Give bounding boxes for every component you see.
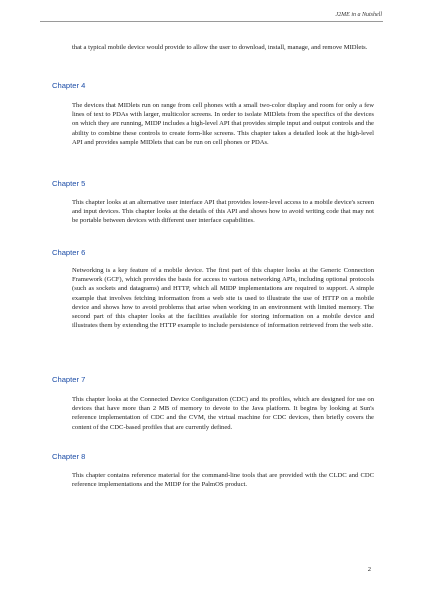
intro-paragraph: that a typical mobile device would provide to allow the user to download, install, manage, and remove MIDlets.	[72, 44, 368, 51]
chapter-7-heading: Chapter 7	[52, 375, 86, 384]
chapter-8-paragraph: This chapter contains reference material for the command-line tools that are provided with the CLDC and CDC reference implementations and the MIDP for the PalmOS product.	[72, 472, 374, 489]
chapter-6-heading: Chapter 6	[52, 248, 86, 257]
page-number: 2	[367, 566, 371, 573]
chapter-5-paragraph: This chapter looks at an alternative user interface API that provides lower-level access to a mobile device's screen and input devices. This chapter looks at the details of this API and shows how to avoid writing code that may not be portable between devices with different user interface capabilities.	[72, 199, 374, 225]
chapter-4-paragraph: The devices that MIDlets run on range from cell phones with a small two-color display and room for only a few lines of text to PDAs with larger, multicolor screens. In order to isolate MIDlets from the specifics of the devices on which they are running, MIDP includes a high-level API that provides simple input and output controls and the ability to combine these controls to create form-like screens. This chapter takes a detailed look at the high-level API and provides sample MIDlets that can be run on cell phones or PDAs.	[72, 102, 374, 146]
header-rule	[40, 21, 383, 22]
running-header: J2ME in a Nutshell	[335, 12, 382, 18]
chapter-8-heading: Chapter 8	[52, 452, 86, 461]
chapter-7-paragraph: This chapter looks at the Connected Device Configuration (CDC) and its profiles, which are designed for use on devices that have more than 2 MB of memory to devote to the Java platform. It begins by looking at Sun's reference implementation of CDC and the CVM, the virtual machine for CDC devices, then briefly covers the content of the CDC-based profiles that are currently defined.	[72, 396, 374, 431]
chapter-6-paragraph: Networking is a key feature of a mobile device. The first part of this chapter looks at the Generic Connection Framework (GCF), which provides the basis for access to various networking APIs, including optional protocols (such as sockets and datagrams) and HTTP, which all MIDP implementations are required to support. A simple example that involves fetching information from a web site is used to illustrate the use of HTTP on a mobile device and shows how to avoid problems that arise when working in an environment with limited memory. The second part of this chapter looks at the facilities available for storing information on a mobile device and illustrates them by extending the HTTP example to include persistence of information retrieved from the web site.	[72, 267, 374, 330]
chapter-4-heading: Chapter 4	[52, 81, 86, 90]
chapter-5-heading: Chapter 5	[52, 179, 86, 188]
